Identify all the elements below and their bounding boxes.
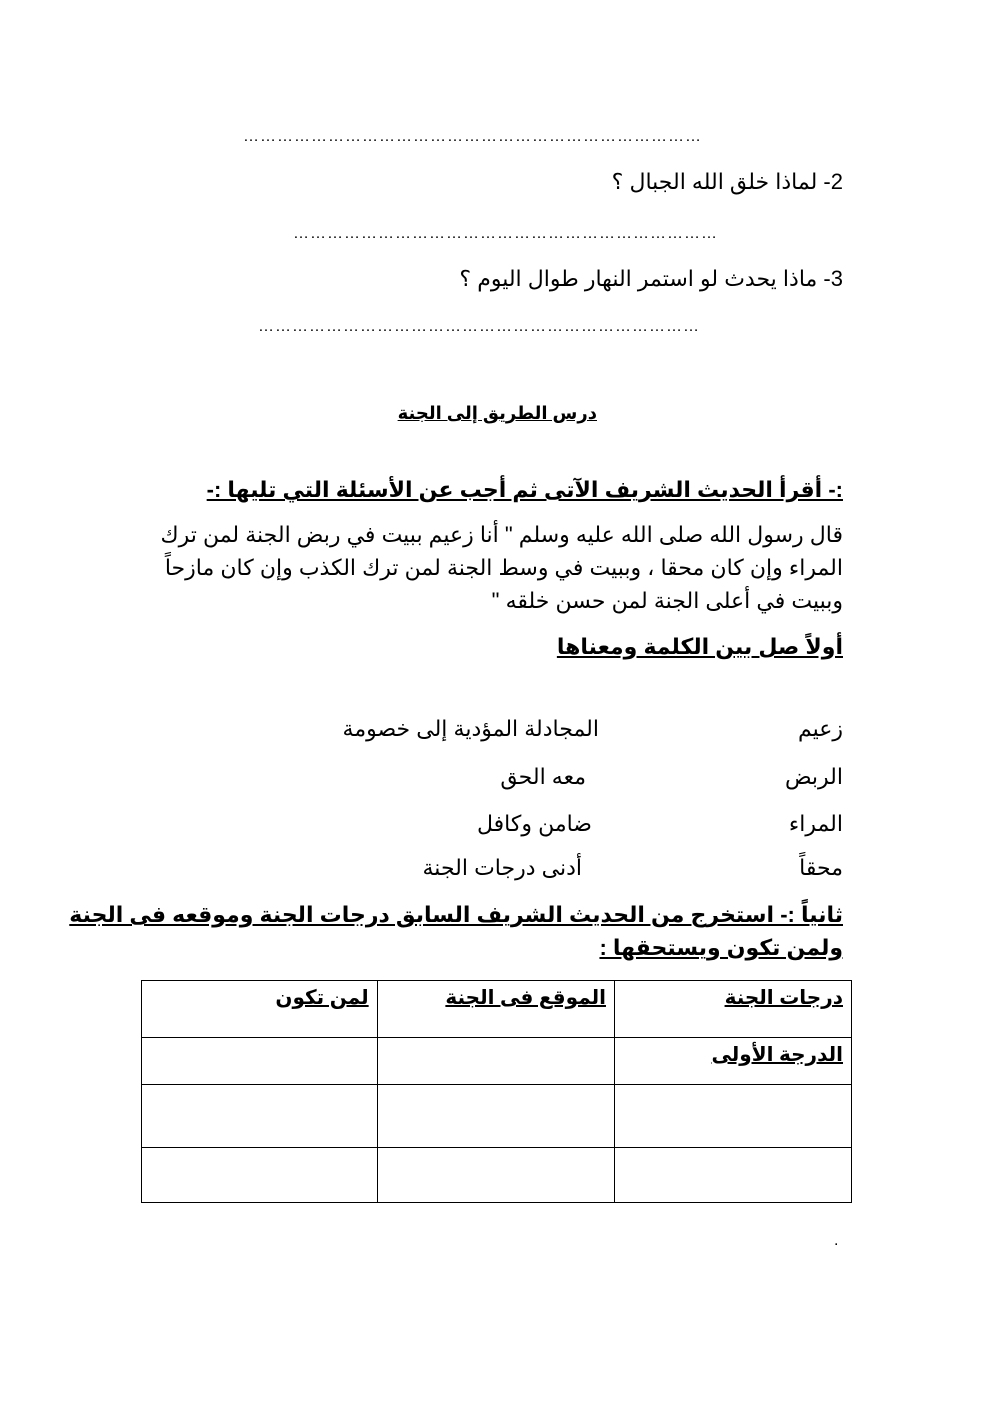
table-header-cell: لمن تكون [142, 981, 378, 1038]
match-meaning: ضامن وكافل [476, 811, 592, 836]
table-cell [614, 1148, 851, 1203]
answer-line-2: ………………………………………………………………… [293, 225, 718, 242]
instruction-heading: :- أقرأ الحديث الشريف الآتى ثم أجب عن الأسئلة التي تليها :- [206, 477, 843, 502]
lesson-title: درس الطريق إلى الجنة [397, 403, 597, 423]
hadith-line-3: وببيت في أعلى الجنة لمن حسن خلقه " [491, 588, 843, 613]
hadith-line-1: قال رسول الله صلى الله عليه وسلم " أنا زعيم ببيت في ربض الجنة لمن ترك [160, 522, 843, 547]
table-cell [142, 1148, 378, 1203]
match-word: المراء [788, 811, 843, 836]
table-cell [377, 1148, 614, 1203]
match-word: زعيم [797, 716, 843, 741]
match-meaning: معه الحق [500, 764, 586, 789]
table-row [142, 1148, 852, 1203]
section-1-heading: أولاً صل بين الكلمة ومعناها [556, 634, 843, 659]
answer-line-3: …………………………………………………………………… [258, 318, 700, 335]
section-2-heading: ثانياً :- استخرج من الحديث الشريف السابق درجات الجنة وموقعه فى الجنة [69, 902, 843, 927]
footer-mark: . [834, 1232, 839, 1249]
table-cell [377, 1085, 614, 1148]
table-cell [142, 1085, 378, 1148]
match-meaning: المجادلة المؤدية إلى خصومة [342, 716, 599, 741]
table-cell [142, 1038, 378, 1085]
match-word: محقاً [799, 855, 843, 880]
section-2-heading-continued: ولمن تكون ويستحقها : [599, 935, 843, 960]
table-row [142, 1085, 852, 1148]
table-cell [614, 1085, 851, 1148]
question-2: 2- لماذا خلق الله الجبال ؟ [611, 169, 843, 194]
match-meaning: أدنى درجات الجنة [422, 855, 582, 880]
answer-line-1: ……………………………………………………………………… [243, 128, 702, 145]
table-header-cell: درجات الجنة [614, 981, 851, 1038]
hadith-line-2: المراء وإن كان محقا ، وببيت في وسط الجنة لمن ترك الكذب وإن كان مازحاً [164, 555, 843, 580]
degrees-table [141, 980, 852, 1203]
table-header-cell: الموقع فى الجنة [377, 981, 614, 1038]
question-3: 3- ماذا يحدث لو استمر النهار طوال اليوم ؟ [459, 266, 843, 291]
table-cell: الدرجة الأولى [614, 1038, 851, 1085]
table-row [142, 1038, 852, 1085]
table-cell [377, 1038, 614, 1085]
table-header-row [142, 981, 852, 1038]
match-word: الربض [784, 764, 843, 789]
